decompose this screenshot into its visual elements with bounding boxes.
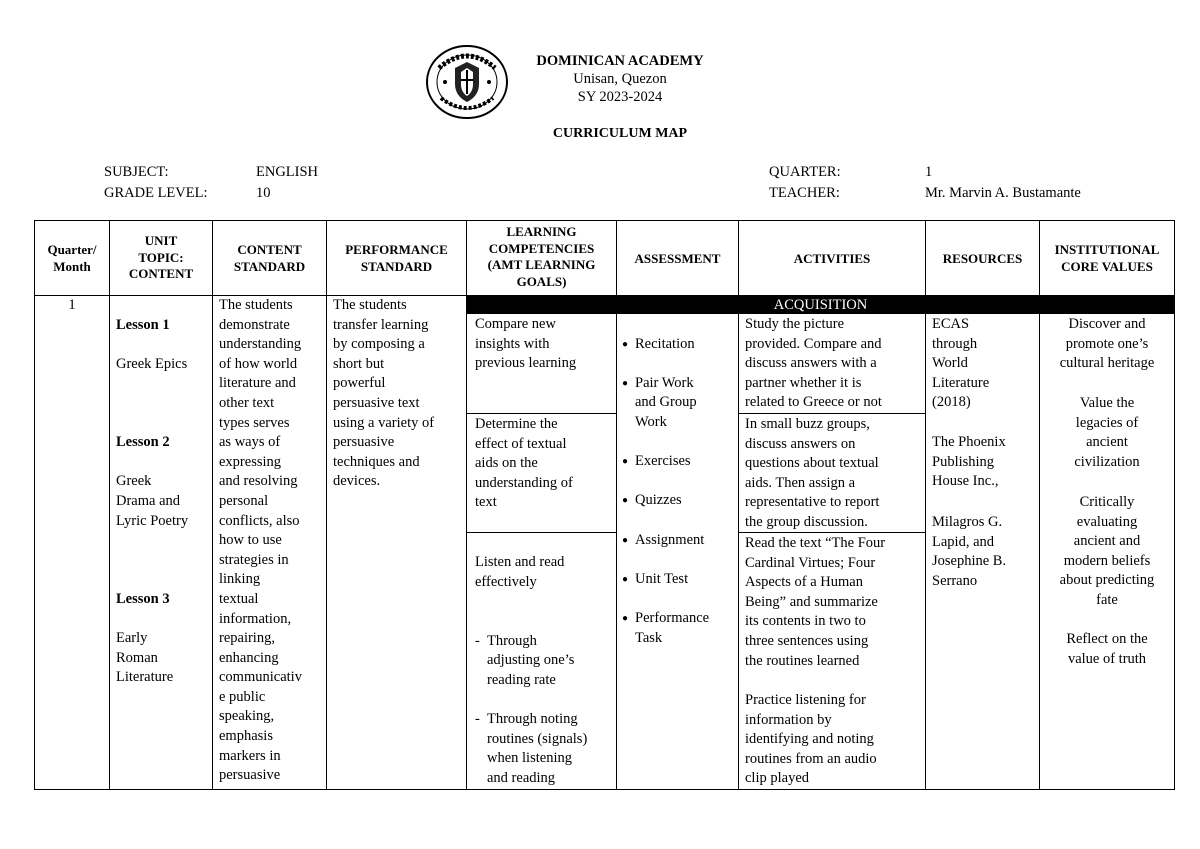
assessment-item: ● Performance Task bbox=[622, 609, 738, 648]
header-quarter-month: Quarter/ Month bbox=[47, 242, 97, 274]
school-seal bbox=[425, 44, 509, 120]
header-resources: RESOURCES bbox=[942, 251, 1023, 266]
lesson-2-title: Lesson 2 bbox=[116, 434, 170, 451]
document-title: CURRICULUM MAP bbox=[552, 126, 688, 141]
content-standard-cell: The students demonstrate understanding of how world literature and other text types serves as ways of expressing and resolving personal conflicts, also how to use strategies in linking textual information, repairing, enhancing communicativ e public speaking, emphasis markers in persuasive bbox=[219, 297, 302, 784]
header-unit-topic: UNIT TOPIC: CONTENT bbox=[128, 233, 194, 281]
competency-1: Compare new insights with previous learning bbox=[475, 316, 577, 372]
resource-2: The Phoenix Publishing House Inc., bbox=[932, 434, 1006, 490]
activity-3: Read the text “The Four Cardinal Virtues; Four Aspects of a Human Being” and summarize its contents in two to three sentences using the routines learned bbox=[745, 535, 886, 669]
resource-3: Milagros G. Lapid, and Josephine B. Serrano bbox=[932, 514, 1007, 589]
header-assessment: ASSESSMENT bbox=[634, 251, 721, 266]
activity-1: Study the picture provided. Compare and discuss answers with a partner whether it is related to Greece or not bbox=[745, 316, 882, 411]
lesson-3-title: Lesson 3 bbox=[116, 590, 170, 607]
header-performance-standard: PERFORMANCE STANDARD bbox=[345, 242, 448, 274]
assessment-item: ● Assignment bbox=[622, 531, 738, 551]
core-value-2: Value the legacies of ancient civilization bbox=[1074, 395, 1140, 470]
assessment-item: ● Pair Work and Group Work bbox=[622, 374, 738, 433]
competency-subitem: - Through adjusting one’s reading rate bbox=[475, 632, 616, 691]
quarter-cell: 1 bbox=[68, 297, 76, 313]
unit-topic-cell bbox=[116, 296, 212, 707]
performance-standard-cell: The students transfer learning by composing a short but powerful persuasive text using a variety of persuasive techniques and devices. bbox=[333, 297, 435, 490]
assessment-item: ● Exercises bbox=[622, 452, 738, 472]
header-learning-competencies: LEARNING COMPETENCIES (AMT LEARNING GOALS) bbox=[487, 224, 596, 289]
resource-1: ECAS through World Literature (2018) bbox=[932, 316, 990, 411]
competency-subitem: - Through noting routines (signals) when listening and reading bbox=[475, 710, 616, 788]
teacher-label: TEACHER: bbox=[769, 185, 840, 201]
header-activities: ACTIVITIES bbox=[793, 251, 871, 266]
lesson-2-name: Greek Drama and Lyric Poetry bbox=[116, 473, 189, 529]
header-content-standard: CONTENT STANDARD bbox=[233, 242, 306, 274]
school-year: SY 2023-2024 bbox=[577, 89, 663, 105]
competency-3: Listen and read effectively bbox=[475, 554, 565, 590]
assessment-item: ● Recitation bbox=[622, 335, 738, 355]
quarter-label: QUARTER: bbox=[769, 164, 841, 180]
school-location: Unisan, Quezon bbox=[573, 71, 667, 87]
core-value-3: Critically evaluating ancient and modern beliefs about predicting fate bbox=[1059, 494, 1155, 608]
competency-2: Determine the effect of textual aids on the understanding of text bbox=[475, 416, 573, 511]
core-value-1: Discover and promote one’s cultural heritage bbox=[1059, 316, 1155, 372]
grade-level-value: 10 bbox=[256, 185, 271, 201]
activity-4: Practice listening for information by identifying and noting routines from an audio clip played bbox=[745, 692, 877, 787]
assessment-item: ● Quizzes bbox=[622, 491, 738, 511]
lesson-1-name: Greek Epics bbox=[116, 355, 188, 372]
core-value-4: Reflect on the value of truth bbox=[1066, 631, 1148, 667]
lesson-1-title: Lesson 1 bbox=[116, 316, 170, 333]
subject-label: SUBJECT: bbox=[104, 164, 169, 180]
assessment-item: ● Unit Test bbox=[622, 570, 738, 590]
quarter-value: 1 bbox=[925, 164, 933, 180]
acquisition-bar: ACQUISITION bbox=[467, 296, 1174, 314]
subject-value: ENGLISH bbox=[256, 164, 319, 180]
school-name: DOMINICAN ACADEMY bbox=[536, 53, 704, 69]
grade-level-label: GRADE LEVEL: bbox=[104, 185, 208, 201]
teacher-value: Mr. Marvin A. Bustamante bbox=[925, 185, 1081, 201]
competency-3-subitems bbox=[475, 612, 616, 808]
header-core-values: INSTITUTIONAL CORE VALUES bbox=[1054, 242, 1160, 274]
activity-2: In small buzz groups, discuss answers on questions about textual aids. Then assign a representative to report the group discussion. bbox=[745, 416, 880, 530]
assessment-list bbox=[622, 315, 738, 668]
lesson-3-name: Early Roman Literature bbox=[116, 630, 174, 686]
